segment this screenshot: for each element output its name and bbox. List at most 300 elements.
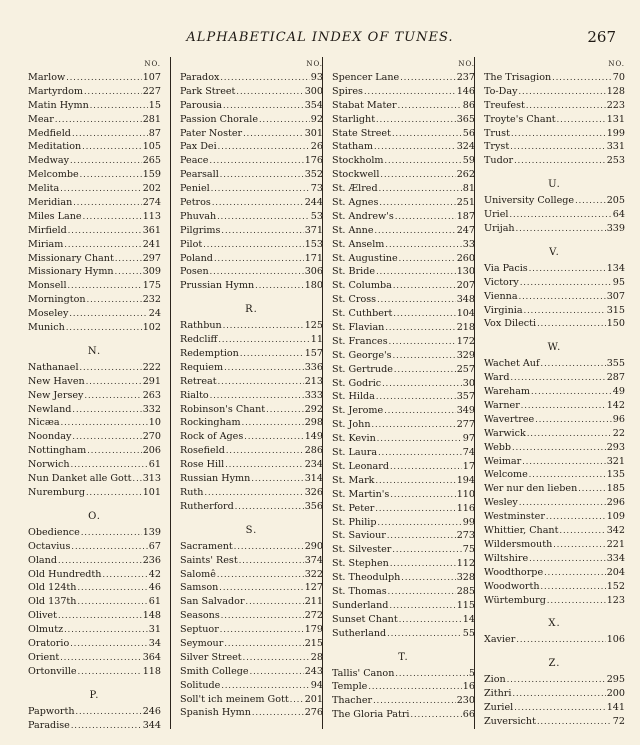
tune-entry	[28, 168, 161, 182]
tune-number: 315	[606, 304, 625, 316]
dot-leader	[86, 486, 142, 500]
tune-name: New Haven	[28, 375, 85, 387]
tune-entry	[180, 210, 323, 224]
tune-name: Zuriel	[484, 702, 514, 714]
dot-leader	[221, 224, 303, 238]
tune-number: 314	[304, 473, 323, 485]
dot-leader	[547, 594, 606, 608]
tune-name: St. Ælred	[332, 183, 378, 195]
tune-name: Rathbun	[180, 320, 222, 332]
dot-leader	[290, 693, 304, 707]
tune-entry	[332, 446, 475, 460]
dot-leader	[69, 307, 147, 321]
tune-name: Temple	[332, 681, 368, 693]
dot-leader	[223, 319, 304, 333]
tune-number: 149	[304, 431, 323, 443]
tune-name: Prussian Hymn	[180, 280, 255, 292]
tune-name: Spires	[332, 85, 363, 97]
tune-entry	[180, 554, 323, 568]
tune-entry	[28, 486, 161, 500]
tune-number: 205	[606, 195, 625, 207]
tune-entry	[28, 265, 161, 279]
tune-name: Rockingham	[180, 417, 241, 429]
tune-name: Spanish Hymn	[180, 707, 251, 719]
tune-name: Nathanael	[28, 361, 79, 373]
dot-leader	[77, 595, 147, 609]
tune-name: Woodthorpe	[484, 566, 544, 578]
tune-number: 172	[456, 335, 475, 347]
dot-leader	[389, 335, 456, 349]
dot-leader	[373, 694, 456, 708]
dot-leader	[541, 357, 606, 371]
tune-number: 273	[456, 530, 475, 542]
tune-number: 223	[606, 99, 625, 111]
tune-entry	[28, 651, 161, 665]
dot-leader	[379, 196, 455, 210]
tune-entry	[180, 196, 323, 210]
dot-leader	[387, 627, 462, 641]
tune-entry	[180, 389, 323, 403]
tune-number: 324	[456, 141, 475, 153]
tune-entry	[484, 673, 625, 687]
tune-name: Octavius	[28, 540, 71, 552]
tune-entry	[484, 455, 625, 469]
tune-entry	[180, 706, 323, 720]
tune-name: Olmutz	[28, 624, 64, 636]
tune-number: 17	[462, 460, 475, 472]
tune-name: St. Frances	[332, 335, 388, 347]
tune-name: Spencer Lane	[332, 72, 400, 83]
index-column-2	[170, 57, 323, 729]
no-column-label: NO.	[144, 60, 161, 68]
tune-entry	[484, 194, 625, 208]
tune-entry	[332, 613, 475, 627]
tune-name: San Salvador	[180, 596, 245, 608]
tune-number: 301	[304, 127, 323, 139]
dot-leader	[544, 566, 606, 580]
dot-leader	[255, 279, 304, 293]
dot-leader	[512, 687, 605, 701]
tune-entry	[484, 71, 625, 85]
tune-entry	[332, 390, 475, 404]
tune-name: Westminster	[484, 511, 545, 523]
dot-leader	[394, 363, 456, 377]
tune-number: 153	[304, 238, 323, 250]
page-number: 267	[587, 28, 616, 46]
dot-leader	[64, 238, 141, 252]
dot-leader	[55, 113, 142, 127]
dot-leader	[398, 99, 462, 113]
dot-leader	[72, 430, 141, 444]
tune-entry	[332, 238, 475, 252]
tune-entry	[332, 154, 475, 168]
tune-entry	[28, 665, 161, 679]
dot-leader	[392, 543, 461, 557]
tune-name: Troyte's Chant	[484, 113, 556, 125]
section-letter-heading: W.	[547, 342, 562, 354]
dot-leader	[376, 265, 456, 279]
tune-entry	[180, 595, 323, 609]
tune-number: 139	[142, 526, 161, 538]
tune-name: St. Philip	[332, 516, 377, 528]
tune-number: 107	[142, 72, 161, 83]
tune-number: 61	[148, 596, 161, 608]
dot-leader	[376, 113, 456, 127]
tune-name: Solitude	[180, 679, 221, 691]
dot-leader	[510, 208, 612, 222]
tune-entry	[332, 99, 475, 113]
page-title: ALPHABETICAL INDEX OF TUNES.	[186, 30, 454, 45]
tune-entry	[28, 375, 161, 389]
tune-name: The Trisagion	[484, 72, 552, 83]
tune-name: Oratorio	[28, 637, 70, 649]
dot-leader	[239, 554, 304, 568]
tune-name: Soll't ich meinem Gott	[180, 693, 289, 705]
tune-number: 321	[606, 455, 625, 467]
tune-name: Retreat	[180, 375, 217, 387]
tune-number: 334	[606, 552, 625, 564]
tune-entry	[28, 154, 161, 168]
tune-entry	[28, 623, 161, 637]
tune-name: St. Kevin	[332, 433, 376, 445]
tune-entry	[484, 538, 625, 552]
dot-leader	[83, 210, 142, 224]
tune-number: 152	[606, 580, 625, 592]
tune-name: St. Augustine	[332, 252, 398, 264]
dot-leader	[225, 458, 303, 472]
tune-entry	[332, 516, 475, 530]
tune-entry	[332, 182, 475, 196]
tune-entry	[28, 595, 161, 609]
tune-entry	[484, 127, 625, 141]
tune-entry	[332, 196, 475, 210]
tune-number: 123	[606, 594, 625, 606]
tune-number: 354	[304, 99, 323, 111]
tune-name: Poland	[180, 252, 213, 264]
dot-leader	[368, 680, 461, 694]
page-header	[0, 30, 640, 50]
dot-leader	[531, 385, 612, 399]
tune-entry	[180, 127, 323, 141]
tune-number: 81	[462, 183, 475, 195]
dot-leader	[81, 526, 142, 540]
tune-number: 22	[612, 427, 625, 439]
tune-entry	[28, 430, 161, 444]
dot-leader	[527, 427, 612, 441]
tune-entry	[28, 252, 161, 266]
tune-number: 15	[148, 99, 161, 111]
dot-leader	[537, 715, 612, 729]
section-letter-heading: R.	[245, 304, 258, 316]
tune-entry	[484, 154, 625, 168]
tune-entry	[484, 371, 625, 385]
tune-entry	[484, 85, 625, 99]
tune-number: 281	[142, 113, 161, 125]
tune-entry	[28, 127, 161, 141]
dot-leader	[70, 637, 148, 651]
tune-number: 355	[606, 358, 625, 370]
tune-entry	[28, 444, 161, 458]
tune-number: 146	[456, 85, 475, 97]
dot-leader	[390, 557, 456, 571]
tune-number: 230	[456, 695, 475, 707]
dot-leader	[385, 154, 462, 168]
tune-number: 213	[304, 375, 323, 387]
tune-name: Norwich	[28, 459, 70, 471]
dot-leader	[522, 455, 605, 469]
tune-entry	[180, 651, 323, 665]
dot-leader	[400, 71, 455, 85]
dot-leader	[218, 140, 310, 154]
tune-number: 175	[142, 280, 161, 292]
dot-leader	[507, 673, 606, 687]
tune-name: Melita	[28, 183, 60, 195]
tune-entry	[28, 113, 161, 127]
dot-leader	[535, 413, 612, 427]
tune-entry	[332, 557, 475, 571]
tune-entry	[484, 427, 625, 441]
tune-entry	[332, 667, 475, 681]
tune-number: 64	[612, 209, 625, 221]
dot-leader	[84, 85, 142, 99]
dot-leader	[221, 679, 309, 693]
tune-number: 127	[304, 582, 323, 594]
tune-name: St. Stephen	[332, 558, 389, 570]
tune-number: 326	[304, 486, 323, 498]
tune-entry	[180, 403, 323, 417]
tune-number: 222	[142, 361, 161, 373]
tune-name: St. Jerome	[332, 405, 384, 417]
dot-leader	[395, 667, 468, 681]
tune-name: Nottingham	[28, 445, 87, 457]
tune-name: Stabat Mater	[332, 99, 397, 111]
dot-leader	[221, 609, 304, 623]
tune-entry	[332, 694, 475, 708]
dot-leader	[66, 321, 142, 335]
section-letter-heading: Z.	[548, 658, 561, 670]
tune-entry	[28, 196, 161, 210]
tune-number: 159	[142, 169, 161, 181]
dot-leader	[220, 623, 304, 637]
dot-leader	[219, 581, 303, 595]
tune-entry	[180, 540, 323, 554]
section-letter-heading: P.	[89, 689, 100, 701]
tune-name: Warner	[484, 400, 520, 412]
tune-entry	[332, 474, 475, 488]
tune-number: 349	[456, 405, 475, 417]
tune-entry	[180, 347, 323, 361]
tune-number: 274	[142, 197, 161, 209]
tune-number: 24	[148, 308, 161, 320]
dot-leader	[557, 113, 606, 127]
tune-number: 348	[456, 294, 475, 306]
dot-leader	[204, 486, 303, 500]
tune-entry	[332, 529, 475, 543]
tune-name: Sunset Chant	[332, 613, 398, 625]
tune-number: 176	[304, 155, 323, 167]
tune-number: 59	[462, 155, 475, 167]
tune-name: Wer nur den lieben	[484, 483, 578, 495]
tune-name: Miles Lane	[28, 210, 82, 222]
dot-leader	[58, 554, 142, 568]
tune-entry	[484, 566, 625, 580]
dot-leader	[66, 71, 142, 85]
tune-number: 257	[456, 363, 475, 375]
tune-entry	[332, 363, 475, 377]
tune-number: 292	[304, 403, 323, 415]
dot-leader	[399, 613, 462, 627]
tune-name: Virginia	[484, 304, 523, 316]
dot-leader	[376, 390, 456, 404]
tune-name: Weimar	[484, 455, 522, 467]
tune-entry	[332, 377, 475, 391]
dot-leader	[390, 488, 455, 502]
tune-number: 16	[462, 681, 475, 693]
tune-name: Obedience	[28, 526, 80, 538]
tune-name: Vienna	[484, 290, 518, 302]
tune-name: Webb	[484, 441, 512, 453]
tune-number: 179	[304, 624, 323, 636]
tune-number: 332	[142, 403, 161, 415]
tune-number: 46	[148, 582, 161, 594]
dot-leader	[392, 127, 462, 141]
dot-leader	[244, 430, 303, 444]
tune-number: 55	[462, 627, 475, 639]
tune-number: 333	[304, 389, 323, 401]
dot-leader	[87, 293, 142, 307]
tune-entry	[332, 85, 475, 99]
dot-leader	[78, 665, 142, 679]
tune-entry	[484, 304, 625, 318]
tune-entry	[484, 290, 625, 304]
tune-name: St. Godric	[332, 377, 382, 389]
tune-entry	[332, 599, 475, 613]
index-column-3	[322, 57, 475, 729]
dot-leader	[411, 708, 462, 722]
tune-name: St. Peter	[332, 502, 375, 514]
tune-number: 232	[142, 294, 161, 306]
tune-name: St. Flavian	[332, 322, 385, 334]
tune-number: 34	[148, 637, 161, 649]
tune-entry	[332, 404, 475, 418]
tune-entry	[484, 413, 625, 427]
tune-entry	[332, 279, 475, 293]
dot-leader	[220, 71, 309, 85]
dot-leader	[133, 472, 142, 486]
dot-leader	[575, 194, 606, 208]
dot-leader	[236, 85, 303, 99]
tune-name: Meridian	[28, 197, 73, 209]
tune-entry	[180, 416, 323, 430]
tune-entry	[332, 460, 475, 474]
dot-leader	[387, 529, 456, 543]
tune-number: 128	[606, 85, 625, 97]
tune-entry	[28, 526, 161, 540]
tune-name: St. Bride	[332, 266, 376, 278]
tune-number: 113	[142, 210, 161, 222]
dot-leader	[393, 349, 456, 363]
dot-leader	[209, 154, 303, 168]
tune-name: Newland	[28, 403, 72, 415]
tune-entry	[484, 496, 625, 510]
dot-leader	[382, 377, 462, 391]
tune-number: 276	[304, 707, 323, 719]
tune-name: Monsell	[28, 280, 67, 292]
dot-leader	[529, 552, 606, 566]
tune-number: 180	[304, 280, 323, 292]
tune-number: 300	[304, 85, 323, 97]
tune-name: Ruth	[180, 486, 204, 498]
tune-number: 73	[310, 183, 323, 195]
dot-leader	[84, 389, 141, 403]
tune-number: 243	[304, 665, 323, 677]
tune-name: Mornington	[28, 294, 86, 306]
tune-name: Papworth	[28, 705, 75, 717]
dot-leader	[224, 361, 304, 375]
tune-number: 309	[142, 266, 161, 278]
tune-number: 277	[456, 419, 475, 431]
tune-entry	[180, 99, 323, 113]
dot-leader	[266, 403, 304, 417]
dot-leader	[243, 651, 310, 665]
tune-name: Rialto	[180, 389, 209, 401]
tune-name: Robinson's Chant	[180, 403, 266, 415]
dot-leader	[385, 321, 455, 335]
tune-entry	[484, 113, 625, 127]
tune-entry	[484, 552, 625, 566]
dot-leader	[384, 404, 456, 418]
tune-number: 328	[456, 572, 475, 584]
tune-name: Posen	[180, 266, 209, 278]
tune-number: 67	[148, 540, 161, 552]
tune-entry	[180, 168, 323, 182]
dot-leader	[372, 418, 456, 432]
dot-leader	[90, 99, 148, 113]
tune-entry	[332, 680, 475, 694]
tune-number: 61	[148, 459, 161, 471]
tune-name: St. Hilda	[332, 391, 375, 403]
dot-leader	[552, 71, 612, 85]
tune-number: 115	[456, 599, 475, 611]
tune-number: 187	[456, 210, 475, 222]
tune-number: 141	[606, 702, 625, 714]
tune-entry	[28, 361, 161, 375]
tune-name: St. Theodulph	[332, 572, 401, 584]
tune-number: 70	[612, 72, 625, 83]
tune-entry	[28, 210, 161, 224]
tune-entry	[28, 568, 161, 582]
tune-name: Passion Chorale	[180, 113, 259, 125]
tune-entry	[28, 637, 161, 651]
tune-entry	[28, 99, 161, 113]
tune-name: St. Andrew's	[332, 210, 394, 222]
tune-entry	[332, 307, 475, 321]
tune-number: 101	[142, 486, 161, 498]
tune-name: Olivet	[28, 610, 57, 622]
dot-leader	[377, 432, 462, 446]
tune-name: Petros	[180, 197, 211, 209]
tune-entry	[484, 633, 625, 647]
tune-number: 150	[606, 318, 625, 330]
tune-entry	[28, 321, 161, 335]
tune-entry	[28, 238, 161, 252]
tune-name: St. Columba	[332, 280, 392, 292]
tune-name: Peniel	[180, 183, 210, 195]
tune-name: St. Silvester	[332, 544, 392, 556]
tune-entry	[332, 224, 475, 238]
dot-leader	[61, 416, 148, 430]
tune-name: Smith College	[180, 665, 249, 677]
